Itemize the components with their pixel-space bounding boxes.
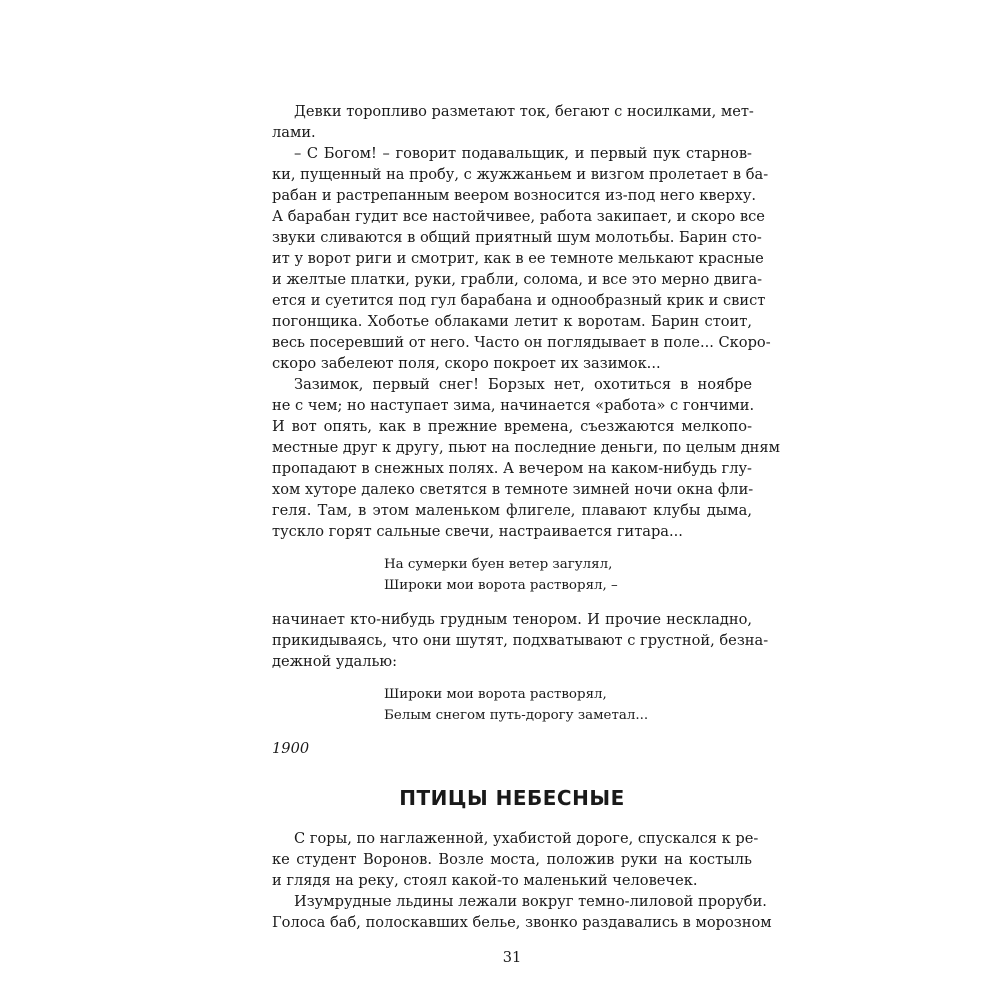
- text-line: хом хуторе далеко светятся в темноте зимней ночи окна фли-: [272, 481, 754, 498]
- text-line: ит у ворот риги и смотрит, как в ее темноте мелькают красные: [272, 250, 764, 267]
- text-line: ке студент Воронов. Возле моста, положив руки на костыль: [272, 851, 752, 868]
- text-line: и глядя на реку, стоял какой-то маленький человечек.: [272, 872, 698, 889]
- text-line: ется и суетится под гул барабана и однообразный крик и свист: [272, 292, 766, 309]
- text-line: Изумрудные льдины лежали вокруг темно-лиловой проруби.: [294, 893, 767, 910]
- page-number: 31: [502, 949, 522, 966]
- text-line: – С Богом! – говорит подавальщик, и первый пук старнов-: [294, 145, 752, 162]
- text-line: С горы, по наглаженной, ухабистой дороге, спускался к ре-: [294, 830, 759, 847]
- text-line: ки, пущенный на пробу, с жужжаньем и визгом пролетает в ба-: [272, 166, 769, 183]
- text-line: звуки сливаются в общий приятный шум молотьбы. Барин сто-: [272, 229, 762, 246]
- text-line: тускло горят сальные свечи, настраивается гитара...: [272, 523, 683, 540]
- text-line: Девки торопливо разметают ток, бегают с носилками, мет-: [294, 103, 754, 120]
- book-page: [272, 0, 780, 1000]
- text-line: скоро забелеют поля, скоро покроет их зазимок...: [272, 355, 661, 372]
- text-line: геля. Там, в этом маленьком флигеле, плавают клубы дыма,: [272, 502, 752, 519]
- verse-line: Широки мои ворота растворял,: [384, 687, 607, 702]
- text-line: Зазимок, первый снег! Борзых нет, охотиться в ноябре: [294, 376, 752, 393]
- chapter-title: ПТИЦЫ НЕБЕСНЫЕ: [399, 786, 625, 810]
- text-line: весь посеревший от него. Часто он поглядывает в поле... Скоро-: [272, 334, 771, 351]
- text-line: и желтые платки, руки, грабли, солома, и все это мерно двига-: [272, 271, 763, 288]
- text-line: А барабан гудит все настойчивее, работа закипает, и скоро все: [272, 208, 765, 225]
- text-line: И вот опять, как в прежние времена, съезжаются мелкопо-: [272, 418, 752, 435]
- text-line: Голоса баб, полоскавших белье, звонко раздавались в морозном: [272, 914, 772, 931]
- text-line: дежной удалью:: [272, 653, 398, 670]
- text-line: местные друг к другу, пьют на последние деньги, по целым дням: [272, 439, 780, 456]
- text-line: лами.: [272, 124, 316, 141]
- text-line: не с чем; но наступает зима, начинается «работа» с гончими.: [272, 397, 755, 414]
- verse-line: Широки мои ворота растворял, –: [384, 578, 618, 593]
- verse-line: Белым снегом путь-дорогу заметал...: [384, 708, 649, 723]
- date-stamp: 1900: [272, 740, 310, 757]
- verse-line: На сумерки буен ветер загулял,: [384, 557, 613, 572]
- text-line: рабан и растрепанным веером возносится из-под него кверху.: [272, 187, 757, 204]
- text-line: прикидываясь, что они шутят, подхватывают с грустной, безна-: [272, 632, 769, 649]
- text-line: пропадают в снежных полях. А вечером на каком-нибудь глу-: [272, 460, 752, 477]
- text-line: погонщика. Хоботье облаками летит к воротам. Барин стоит,: [272, 313, 752, 330]
- text-line: начинает кто-нибудь грудным тенором. И прочие нескладно,: [272, 611, 752, 628]
